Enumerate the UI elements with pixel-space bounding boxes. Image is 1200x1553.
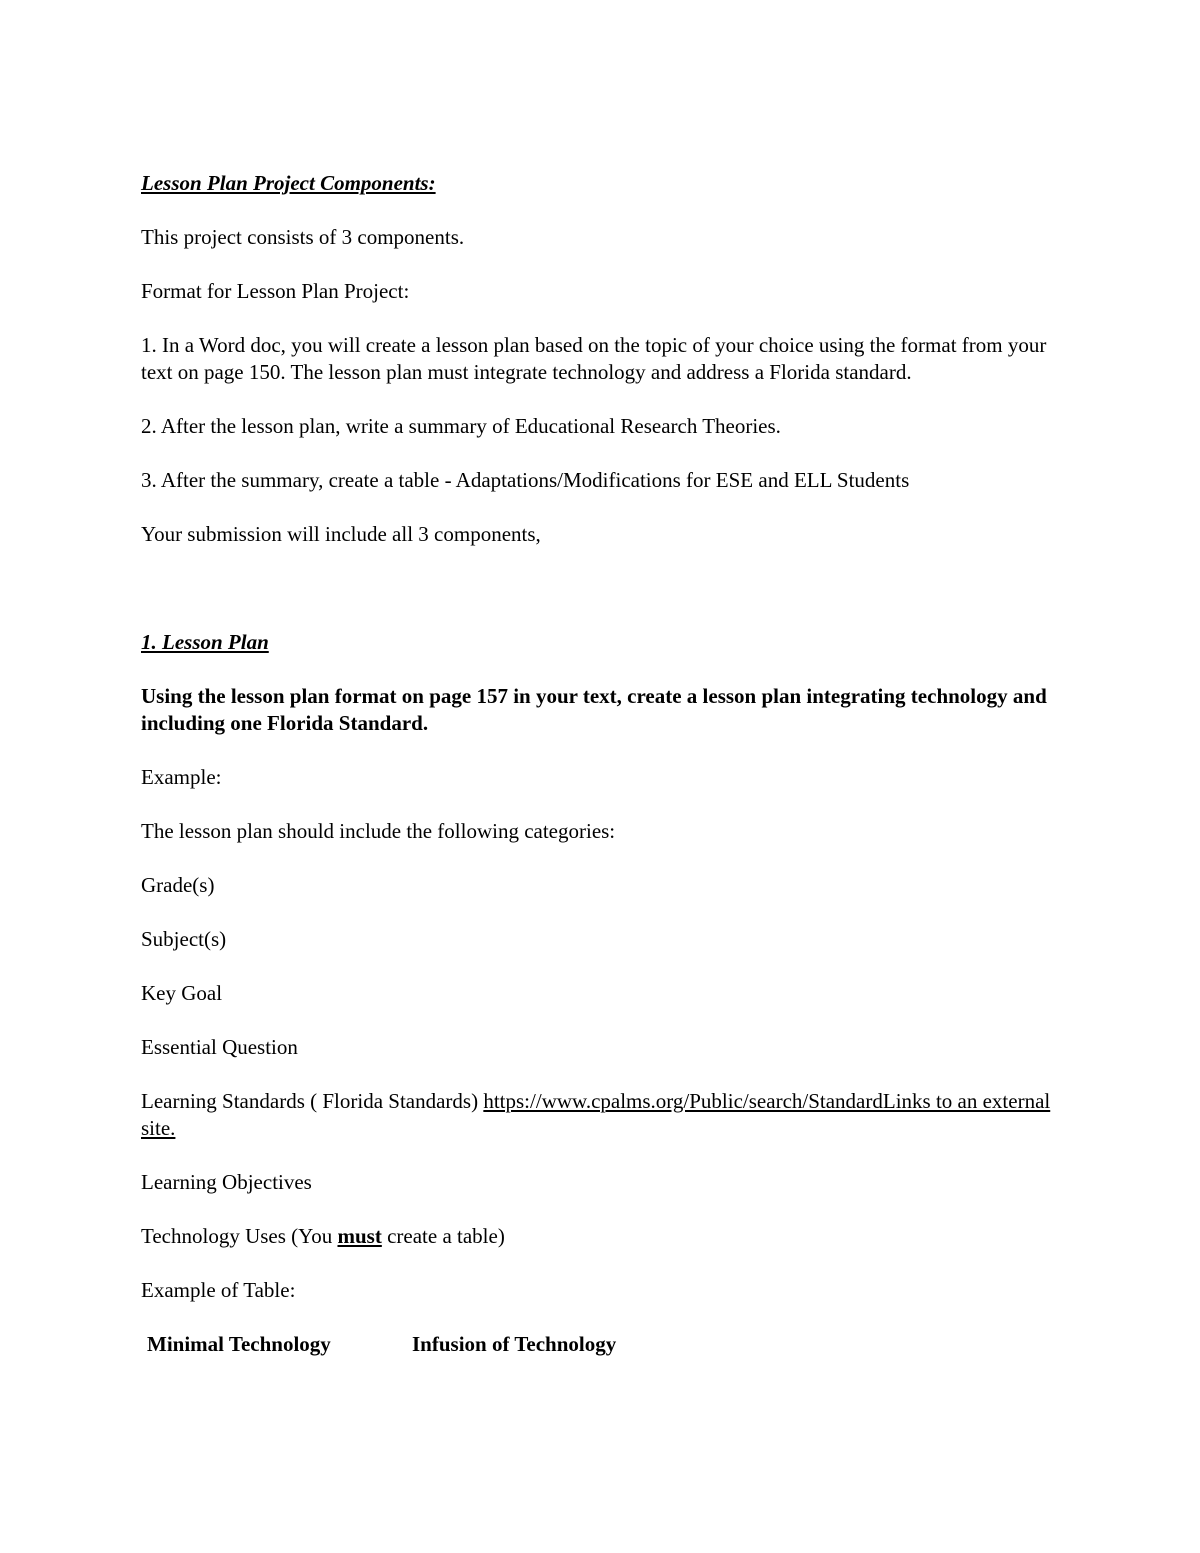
category-subjects: Subject(s) [141,927,227,951]
tech-uses-text: Technology Uses (You [141,1224,338,1248]
submission-text: Your submission will include all 3 components, [141,522,541,546]
spacer [141,575,1071,629]
category-learning-objectives: Learning Objectives [141,1170,312,1194]
standards-link[interactable]: https://www.cpalms.org/Public/search/StandardLinks to an external site. [141,1089,1051,1140]
category-technology-uses [141,1223,1071,1250]
category-essential-question: Essential Question [141,1035,298,1059]
example-table-label: Example of Table: [141,1278,296,1302]
table-header-minimal: Minimal Technology [147,1332,331,1356]
must-emphasis: must [337,1224,382,1248]
component-item-3: 3. After the summary, create a table - Adaptations/Modifications for ESE and ELL Students [141,468,910,492]
example-table-header-row [141,1331,1071,1358]
components-heading: Lesson Plan Project Components: [141,171,436,195]
category-learning-standards [141,1088,1071,1142]
document-page [141,170,1071,1358]
format-text: Format for Lesson Plan Project: [141,279,410,303]
tech-uses-text-end: create a table) [381,1224,505,1248]
consists-text: This project consists of 3 components. [141,225,465,249]
table-header-infusion: Infusion of Technology [412,1332,617,1356]
categories-intro: The lesson plan should include the following categories: [141,819,616,843]
lesson-plan-instruction: Using the lesson plan format on page 157 in your text, create a lesson plan integrating technology and including one Florida Standard. [141,684,1047,735]
component-item-1: 1. In a Word doc, you will create a lesson plan based on the topic of your choice using the format from your text on page 150. The lesson plan must integrate technology and address a Florida standard. [141,333,1047,384]
example-label: Example: [141,765,222,789]
standards-label: Learning Standards ( Florida Standards) [141,1089,484,1113]
category-key-goal: Key Goal [141,981,223,1005]
lesson-plan-heading: 1. Lesson Plan [141,630,269,654]
component-item-2: 2. After the lesson plan, write a summary of Educational Research Theories. [141,414,781,438]
category-grades: Grade(s) [141,873,215,897]
